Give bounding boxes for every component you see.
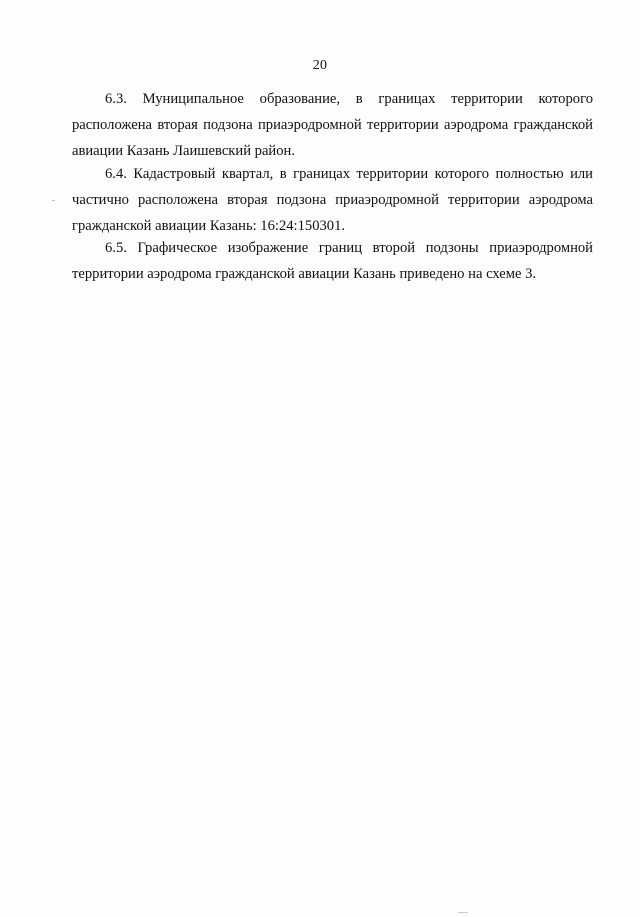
scan-artifact	[52, 200, 55, 201]
paragraph-6-3: 6.3. Муниципальное образование, в границах территории которого расположена вторая подзона приаэродромной территории аэродрома гражданской авиации Казань Лаишевский район.	[72, 91, 593, 159]
page-number: 20	[312, 58, 328, 73]
paragraph-6-4: 6.4. Кадастровый квартал, в границах территории которого полностью или частично расположена вторая подзона приаэродромной территории аэродрома гражданской авиации Казань: 16:24:150301.	[72, 166, 593, 234]
paragraph-6-5: 6.5. Графическое изображение границ второй подзоны приаэродромной территории аэродрома гражданской авиации Казань приведено на схеме 3.	[72, 240, 593, 282]
scan-artifact	[458, 912, 468, 913]
